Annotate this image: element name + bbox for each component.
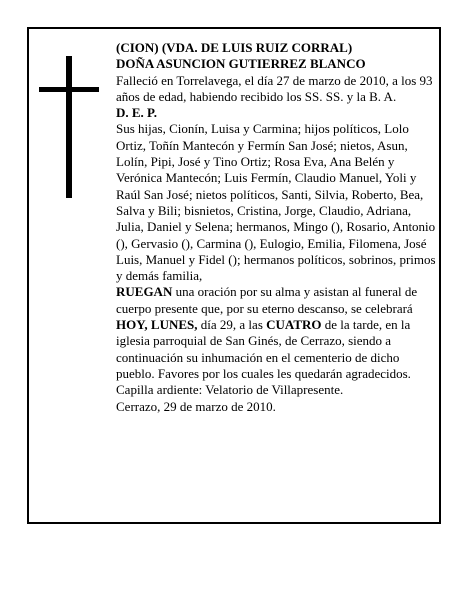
death-info: Falleció en Torrelavega, el día 27 de marzo de 2010, a los 93 años de edad, habiendo recibido los SS. SS. y la B. A. (116, 72, 433, 104)
hoy-lunes-label: HOY, LUNES, (116, 317, 198, 333)
deceased-name: DOÑA ASUNCION GUTIERREZ BLANCO (116, 56, 366, 72)
request-text-3: de la tarde, en la iglesia parroquial de San Ginés, de Cerrazo, siendo a continuación su inhumación en el cementerio de dicho pueblo. Favores por los cuales les quedarán agradecidos. Capilla ardiente: Velatorio de Villapresente. (116, 317, 411, 398)
dep-line: D. E. P. (116, 105, 158, 121)
ruegan-label: RUEGAN (116, 284, 173, 300)
notice-text (116, 40, 438, 415)
header-line-1: (CION) (VDA. DE LUIS RUIZ CORRAL) (116, 40, 353, 55)
cross-icon (39, 56, 99, 198)
obituary-notice (27, 27, 441, 524)
cuatro-label: CUATRO (266, 317, 322, 333)
funeral-request (116, 284, 438, 398)
family-list: Sus hijas, Cionín, Luisa y Carmina; hijos políticos, Lolo Ortiz, Toñín Mantecón y Fermín San José; nietos, Asun, Lolín, Pipi, José y Tino Ortiz; Rosa Eva, Ana Belén y Verónica Mantecón; Luis Fermín, Claudio Manuel, Yoli y Raúl San José; nietos políticos, Santi, Silvia, Roberto, Bea, Salva y Bili; bisnietos, Cristina, Jorge, Claudio, Adriana, Julia, Daniel y Selena; hermanos, Mingo (), Rosario, Antonio (), Gervasio (), Carmina (), Eulogio, Emilia, Filomena, José Luis, Manuel y Fidel (); hermanos políticos, sobrinos, primos y demás familia, (116, 121, 436, 284)
request-text-2: día 29, a las (197, 317, 267, 333)
place-date: Cerrazo, 29 de marzo de 2010. (116, 398, 276, 414)
request-text-1: una oración por su alma y asistan al funeral de cuerpo presente que, por su eterno descanso, se celebrará (116, 284, 418, 316)
